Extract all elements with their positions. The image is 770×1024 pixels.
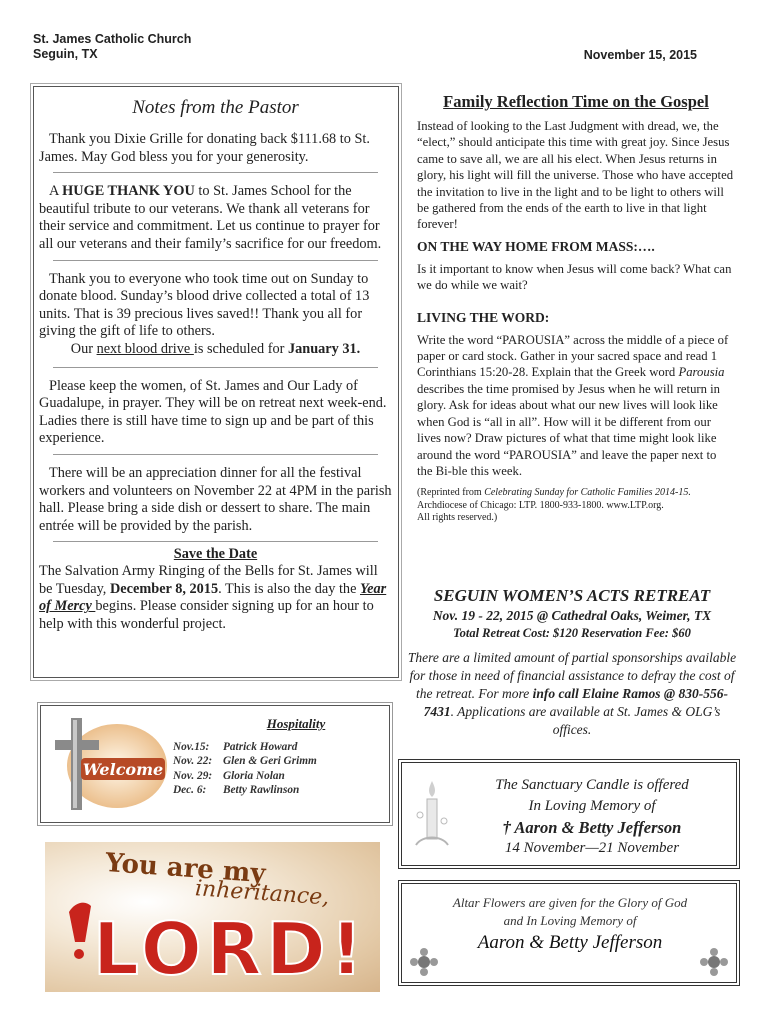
hospitality-date: Nov. 29: — [173, 769, 213, 782]
flowers-line: Altar Flowers are given for the Glory of God — [452, 895, 688, 910]
header-left — [33, 32, 191, 62]
text: . This is also the day the — [218, 580, 360, 597]
pastor-para-4: Please keep the women, of St. James and Our Lady of Guadalupe, in prayer. They will be on retreat next week-end. Ladies there is still have time to sign up and be part of this experience. — [39, 377, 387, 447]
flowers-line: and In Loving Memory of — [503, 913, 637, 928]
reflection-body: Instead of looking to the Last Judgment with dread, we, the “elect,” should anticipate this time with great joy. Since Jesus came to save all, we are all his elect. When Jesus returns in glory, his light will fill the universe. Those who have accepted the invitation to live in the light and to be light to others will be gathered from the ends of the earth to live in that light forever! — [417, 119, 734, 232]
family-reflection-section — [417, 92, 735, 525]
flowers-text — [402, 894, 738, 956]
text: Our — [70, 340, 97, 357]
hospitality-title: Hospitality — [266, 716, 326, 731]
text: There are a limited amount of partial sponsorships available for those in need of financial assistance to defray the cost of the retreat. For more — [407, 650, 737, 701]
divider — [53, 367, 378, 368]
candle-dates: 14 November—21 November — [504, 840, 680, 856]
you-are-my-inheritance-banner — [45, 842, 380, 992]
altar-flowers-box — [401, 883, 737, 983]
text-bold: December 8, 2015 — [109, 580, 219, 597]
list-item — [173, 783, 317, 797]
candle-memorial-names: † Aaron & Betty Jefferson — [502, 818, 682, 837]
text: is scheduled for — [193, 340, 288, 357]
bulletin-date: November 15, 2015 — [583, 48, 697, 62]
retreat-cost: Total Retreat Cost: $120 Reservation Fee: $60 — [453, 626, 691, 640]
next-blood-drive-text: next blood drive — [96, 340, 194, 357]
reflection-title: Family Reflection Time on the Gospel — [443, 92, 709, 111]
list-item — [173, 769, 317, 783]
pastor-notes-box — [33, 86, 399, 678]
hospitality-name: Patrick Howard — [223, 741, 298, 753]
hospitality-date: Nov. 22: — [173, 755, 213, 768]
hospitality-date: Dec. 6: — [173, 784, 207, 797]
retreat-description — [407, 649, 737, 739]
hospitality-name: Glen & Geri Grimm — [223, 755, 317, 768]
text-bold: January 31. — [287, 340, 361, 357]
pastor-para-3: Thank you to everyone who took time out on Sunday to donate blood. Sunday’s blood drive collected a total of 13 units. That is 39 precious lives saved!! Thank you all for giving the gift of life to others. — [39, 270, 370, 340]
retreat-dates: Nov. 19 - 22, 2015 @ Cathedral Oaks, Weimer, TX — [432, 608, 712, 623]
hospitality-box — [40, 705, 390, 823]
pastor-para-6 — [39, 563, 392, 633]
living-word-body — [417, 332, 735, 480]
pastor-para-5: There will be an appreciation dinner for all the festival workers and volunteers on November 22 at 4PM in the parish hall. Please bring a side dish or dessert to share. The main entrée will be provided by the parish. — [39, 464, 392, 534]
welcome-cross-icon — [49, 714, 169, 814]
divider — [53, 454, 378, 455]
pastor-para-2 — [39, 183, 392, 253]
divider — [53, 172, 378, 173]
welcome-word: Welcome — [82, 760, 164, 779]
hospitality-date: Nov.15: — [173, 741, 210, 753]
text: All rights reserved.) — [417, 512, 498, 524]
sanctuary-candle-box — [401, 762, 737, 866]
retreat-title: SEGUIN WOMEN’S ACTS RETREAT — [433, 586, 711, 605]
candle-icon — [412, 775, 452, 855]
text: A — [49, 183, 63, 200]
living-word-heading: LIVING THE WORD: — [417, 309, 550, 325]
banner-line-1: You are my — [104, 848, 267, 890]
hospitality-name: Gloria Nolan — [223, 769, 285, 782]
text: to St. James School for the beautiful tribute to our veterans. We thank all veterans for their service and commitment. Let us continue to prayer for all our veterans and their family’s sacrifice for our freedom. — [39, 183, 382, 252]
list-item — [173, 754, 317, 768]
text: Write the word “PAROUSIA” across the middle of a piece of paper or card stock. Gather in your sacred space and read 1 Corinthians 15:20-28. Explain that the Greek word — [417, 332, 729, 380]
text-italic: Celebrating Sunday for Catholic Families 2014-15. — [484, 487, 691, 499]
text: describes the time promised by Jesus when he will return in glory. Ask for ideas about what our new lives will look like when God is “all in all”. How will it be different from our lives now? Draw pictures of what that time might look like around the word “PAROUSIA” and leave the paper next to the Bi-ble this week. — [417, 381, 721, 478]
way-home-heading: ON THE WAY HOME FROM MASS:…. — [417, 238, 655, 254]
text-italic: Parousia — [678, 365, 725, 380]
text-bold: HUGE THANK YOU — [62, 183, 195, 200]
pastor-para-1: Thank you Dixie Grille for donating back $111.68 to St. James. May God bless you for your generosity. — [39, 131, 370, 165]
save-the-date-heading: Save the Date — [173, 546, 258, 563]
flower-ornament-left-icon — [408, 946, 440, 978]
year-of-mercy-text: Year of Mercy — [39, 580, 387, 615]
banner-line-2: inheritance, — [194, 876, 331, 911]
text: begins. Please consider signing up for an hour to help with this wonderful project. — [39, 598, 374, 633]
candle-line: In Loving Memory of — [528, 798, 656, 814]
divider — [53, 260, 378, 261]
text: Archdiocese of Chicago: LTP. 1800-933-1800. www.LTP.org. — [417, 499, 664, 511]
womens-retreat-section — [407, 586, 737, 739]
text-bold: info call Elaine Ramos @ 830-556-7431 — [423, 686, 728, 719]
reprint-notice — [417, 487, 735, 525]
flowers-memorial-names: Aaron & Betty Jefferson — [477, 932, 663, 953]
church-city: Seguin, TX — [33, 47, 98, 61]
banner-line-3: LORD! — [93, 907, 363, 991]
text: (Reprinted from — [417, 487, 485, 499]
hospitality-list — [173, 740, 317, 798]
flower-ornament-right-icon — [698, 946, 730, 978]
pastor-notes-title: Notes from the Pastor — [132, 97, 299, 118]
church-name: St. James Catholic Church — [33, 32, 192, 46]
list-item — [173, 740, 317, 754]
blood-drive-line — [39, 341, 392, 359]
text: The Salvation Army Ringing of the Bells for St. James will be Tuesday, — [39, 563, 378, 597]
text: . Applications are available at St. James & OLG’s offices. — [450, 704, 721, 737]
banner-graphic — [45, 842, 380, 992]
candle-line: The Sanctuary Candle is offered — [495, 777, 689, 793]
hospitality-name: Betty Rawlinson — [223, 784, 300, 797]
way-home-body: Is it important to know when Jesus will come back? What can we do while we wait? — [417, 261, 732, 293]
candle-text — [452, 775, 732, 859]
divider — [53, 541, 378, 542]
